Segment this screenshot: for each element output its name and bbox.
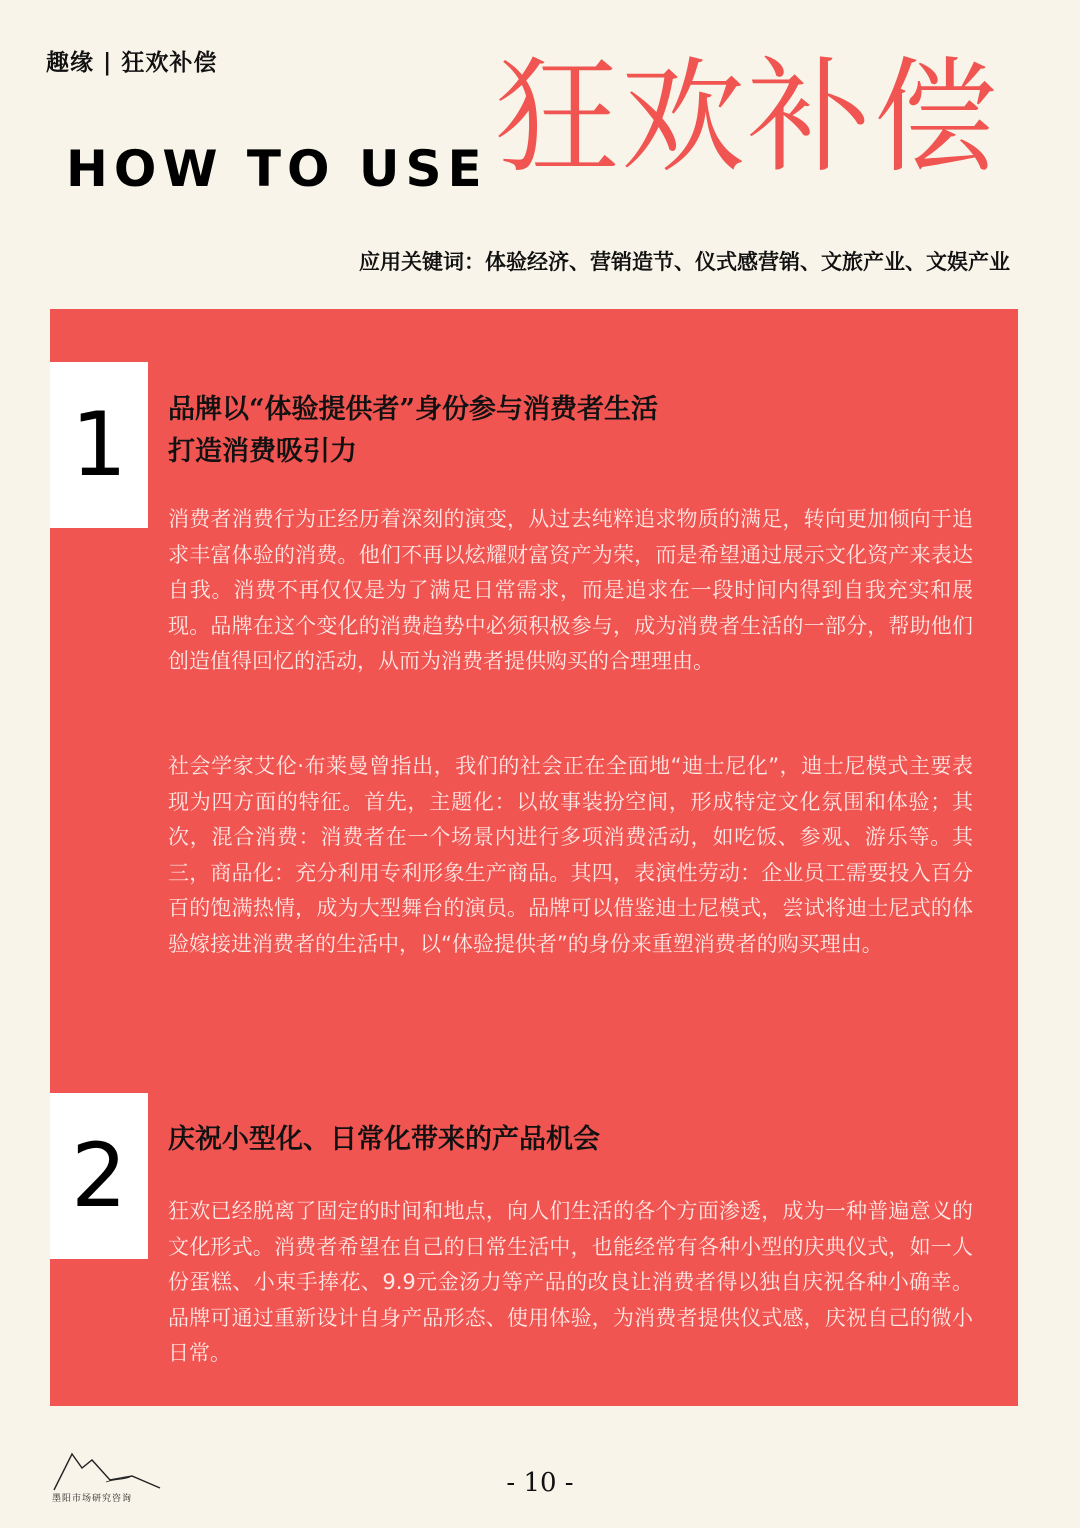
section-1-heading-line-2: 打造消费吸引力 bbox=[168, 436, 357, 467]
logo-text: 墨阳市场研究咨询 bbox=[52, 1494, 133, 1504]
section-2-paragraph-1: 狂欢已经脱离了固定的时间和地点，向人们生活的各个方面渗透，成为一种普遍意义的文化形式。消费者希望在自己的日常生活中，也能经常有各种小型的庆典仪式，如一人份蛋糕、小束手捧花、9.9元金汤力等产品的改良让消费者得以独自庆祝各种小确幸。品牌可通过重新设计自身产品形态、使用体验，为消费者提供仪式感，庆祝自己的微小日常。 bbox=[168, 1199, 973, 1365]
section-1-heading bbox=[168, 389, 968, 473]
header-tag: 趣缘 | 狂欢补偿 bbox=[46, 49, 218, 76]
keywords-line: 应用关键词：体验经济、营销造节、仪式感营销、文旅产业、文娱产业 bbox=[359, 249, 1010, 274]
page-number: - 10 - bbox=[506, 1468, 574, 1498]
section-1-heading-line-1: 品牌以“体验提供者”身份参与消费者生活 bbox=[168, 394, 659, 425]
how-to-use-heading: HOW TO USE bbox=[66, 140, 488, 198]
big-title: 狂欢补偿 bbox=[495, 46, 1000, 190]
section-1-paragraph-2: 社会学家艾伦·布莱曼曾指出，我们的社会正在全面地“迪士尼化”，迪士尼模式主要表现为四方面的特征。首先，主题化：以故事装扮空间，形成特定文化氛围和体验；其次，混合消费：消费者在一个场景内进行多项消费活动，如吃饭、参观、游乐等。其三，商品化：充分利用专利形象生产商品。其四，表演性劳动：企业员工需要投入百分百的饱满热情，成为大型舞台的演员。品牌可以借鉴迪士尼模式，尝试将迪士尼式的体验嫁接进消费者的生活中，以“体验提供者”的身份来重塑消费者的购买理由。 bbox=[168, 754, 973, 956]
section-number-1: 1 bbox=[50, 362, 148, 528]
section-2-heading-line-1: 庆祝小型化、日常化带来的产品机会 bbox=[168, 1124, 600, 1155]
section-2-heading bbox=[168, 1119, 968, 1161]
section-number-2: 2 bbox=[50, 1093, 148, 1259]
section-1-paragraph-1: 消费者消费行为正经历着深刻的演变，从过去纯粹追求物质的满足，转向更加倾向于追求丰富体验的消费。他们不再以炫耀财富资产为荣，而是希望通过展示文化资产来表达自我。消费不再仅仅是为了满足日常需求，而是追求在一段时间内得到自我充实和展现。品牌在这个变化的消费趋势中必须积极参与，成为消费者生活的一部分，帮助他们创造值得回忆的活动，从而为消费者提供购买的合理理由。 bbox=[168, 507, 973, 673]
